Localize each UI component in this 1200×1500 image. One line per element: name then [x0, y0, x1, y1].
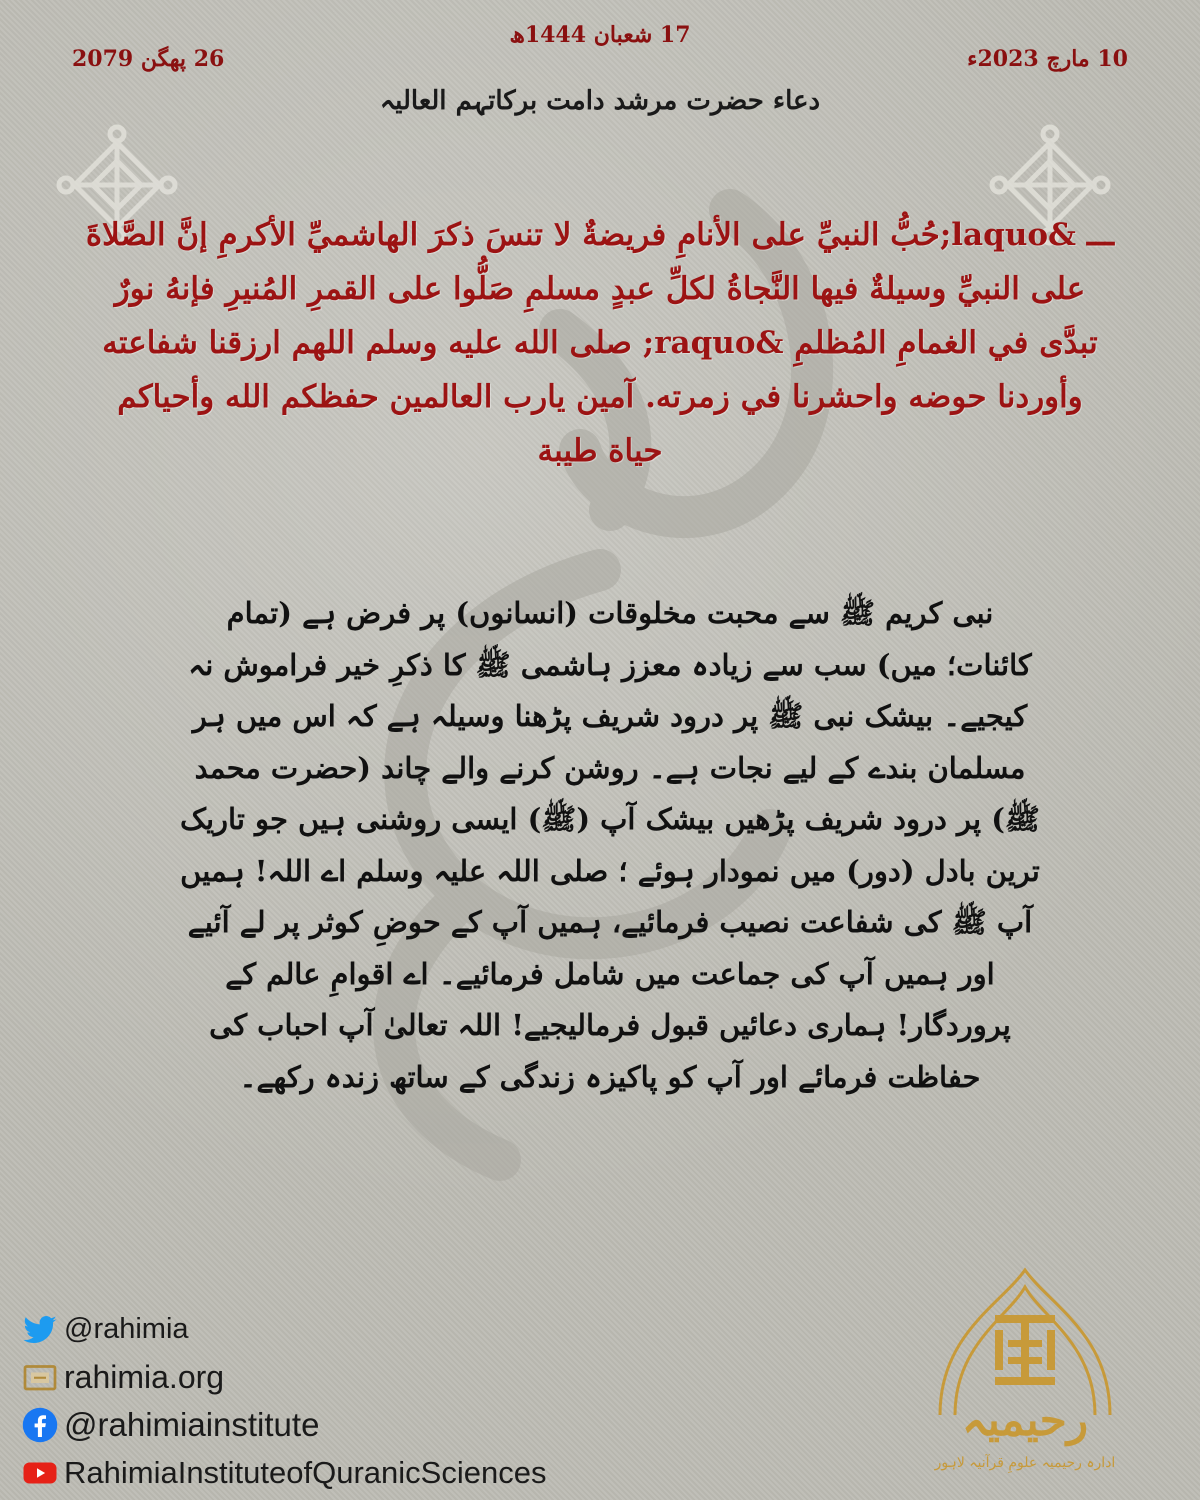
website-icon [22, 1359, 58, 1395]
facebook-icon [22, 1407, 58, 1443]
website-link[interactable] [22, 1353, 546, 1401]
institute-logo [900, 1265, 1150, 1495]
facebook-link[interactable] [22, 1401, 546, 1449]
twitter-link[interactable] [22, 1305, 546, 1353]
hijri-date: 17 شعبان 1444ھ [509, 22, 691, 48]
bikrami-date: 26 پھگن 2079 [72, 46, 225, 72]
logo-name: رحیمیہ [961, 1395, 1089, 1446]
twitter-icon [22, 1311, 58, 1347]
website-url: rahimia.org [64, 1358, 225, 1395]
page-title: دعاء حضرت مرشد دامت برکاتہم العالیہ [379, 86, 821, 116]
arabic-dua-text: ـــ &laquo;حُبُّ النبيِّ على الأنامِ فريضةٌ لا تنسَ ذكرَ الهاشميِّ الأكرمِ إنَّ الصَّلاةَ على النبيِّ وسيلةٌ فيها النَّجاةُ لكلِّ عبدٍ مسلمِ صَلُّوا على القمرِ المُنيرِ فإنهُ نورٌ تبدَّى في الغمامِ المُظلمِ &raquo; صلى الله عليه وسلم اللهم ارزقنا شفاعته وأوردنا حوضه واحشرنا في زمرته. آمين يارب العالمين حفظكم الله وأحياكم حياة طيبة [85, 217, 1115, 469]
youtube-icon [22, 1455, 58, 1491]
youtube-channel: RahimiaInstituteofQuranicSciences [64, 1455, 547, 1490]
urdu-translation-text: نبی کریم ﷺ سے محبت مخلوقات (انسانوں) پر فرض ہے (تمام کائنات؛ میں) سب سے زیادہ معزز ہاشمی ﷺ کا ذکرِ خیر فراموش نہ کیجیے۔ بیشک نبی ﷺ پر درود شریف پڑھنا وسیلہ ہے کہ اس میں ہر مسلمان بندے کے لیے نجات ہے۔ روشن کرنے والے چاند (حضرت محمد ﷺ) پر درود شریف پڑھیں بیشک آپ (ﷺ) ایسی روشنی ہیں جو تاریک ترین بادل (دور) میں نمودار ہوئے ؛ صلی اللہ علیہ وسلم اے اللہ! ہمیں آپ ﷺ کی شفاعت نصیب فرمائیے، ہمیں آپ کے حوضِ کوثر پر لے آئیے اور ہمیں آپ کی جماعت میں شامل فرمائیے۔ اے اقوامِ عالم کے پروردگار! ہماری دعائیں قبول فرمالیجیے! اللہ تعالیٰ آپ احباب کی حفاظت فرمائے اور آپ کو پاکیزہ زندگی کے ساتھ زندہ رکھے۔ [180, 596, 1040, 1094]
youtube-link[interactable] [22, 1449, 546, 1497]
gregorian-date: 10 مارچ 2023ء [967, 46, 1128, 72]
logo-subtitle: ادارہ رحیمیہ علومِ قرآنیہ لاہور [934, 1455, 1116, 1471]
social-links [22, 1305, 546, 1497]
twitter-handle: @rahimia [64, 1312, 189, 1345]
facebook-handle: @rahimiainstitute [64, 1406, 320, 1443]
